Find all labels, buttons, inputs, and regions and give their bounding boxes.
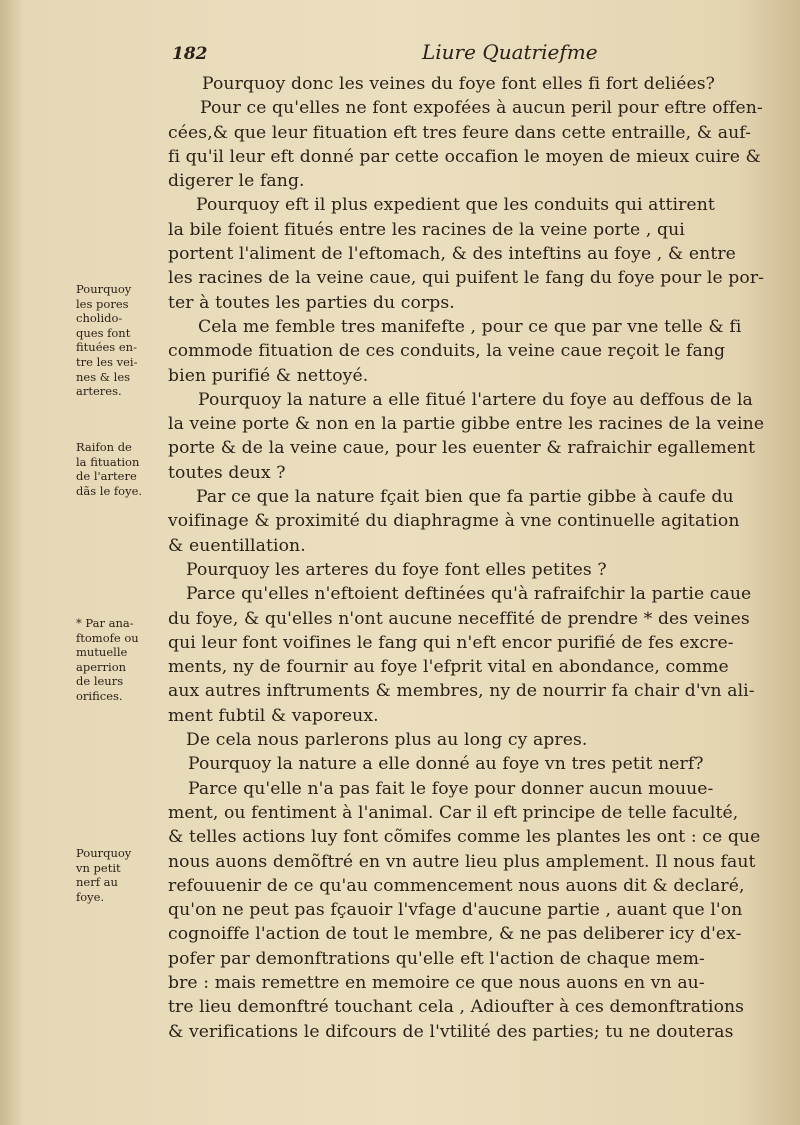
margin-note-artere: [76, 440, 168, 498]
text-line: Parce qu'elles n'eftoient deftinées qu'à rafraifchir la partie caue: [186, 584, 752, 605]
margin-line: la fituation: [76, 454, 140, 469]
text-line: bien purifié & nettoyé.: [168, 365, 369, 386]
text-line: refouuenir de ce qu'au commencement nous auons dit & declaré,: [168, 875, 745, 896]
text-line: portent l'aliment de l'eftomach, & des inteftins au foye , & entre: [168, 244, 736, 265]
margin-line: nerf au: [76, 875, 118, 890]
text-line: Pour ce qu'elles ne font expofées à aucun peril pour eftre offen-: [200, 98, 763, 119]
text-line: De cela nous parlerons plus au long cy apres.: [186, 730, 588, 751]
text-line: ments, ny de fournir au foye l'efprit vital en abondance, comme: [168, 657, 729, 678]
margin-line: nes & les: [76, 369, 131, 384]
text-line: cognoiffe l'action de tout le membre, & ne pas deliberer icy d'ex-: [168, 924, 742, 945]
text-line: & verifications le difcours de l'vtilité des parties; tu ne douteras: [168, 1021, 734, 1042]
text-line: voifinage & proximité du diaphragme à vne continuelle agitation: [168, 511, 740, 532]
text-line: Pourquoy eft il plus expedient que les conduits qui attirent: [196, 195, 715, 216]
text-line: qui leur font voifines le fang qui n'eft encor purifié de fes excre-: [168, 632, 734, 653]
margin-line: tre les vei-: [76, 354, 138, 369]
margin-line: orifices.: [76, 688, 123, 703]
margin-line: de l'artere: [76, 469, 137, 484]
text-line: la veine porte & non en la partie gibbe entre les racines de la veine: [168, 414, 765, 435]
text-line: aux autres inftruments & membres, ny de nourrir fa chair d'vn ali-: [168, 681, 755, 702]
text-line: ter à toutes les parties du corps.: [168, 292, 455, 313]
margin-line: foye.: [76, 889, 105, 904]
text-line: pofer par demonftrations qu'elle eft l'action de chaque mem-: [168, 948, 705, 969]
text-line: Pourquoy la nature a elle fitué l'artere du foye au deffous de la: [198, 389, 753, 410]
text-line: tre lieu demonftré touchant cela , Adioufter à ces demonftrations: [168, 997, 745, 1018]
text-line: nous auons demõftré en vn autre lieu plus amplement. Il nous faut: [168, 851, 756, 872]
text-line: Cela me femble tres manifefte , pour ce que par vne telle & fi: [198, 316, 742, 337]
margin-line: Pourquoy: [76, 282, 132, 296]
text-line: digerer le fang.: [168, 171, 305, 192]
text-line: bre : mais remettre en memoire ce que nous auons en vn au-: [168, 972, 705, 993]
running-title: Liure Quatriefme: [422, 40, 598, 64]
text-line: Pourquoy donc les veines du foye font elles fi fort deliées?: [202, 74, 715, 94]
text-line: du foye, & qu'elles n'ont aucune neceffité de prendre * des veines: [168, 608, 750, 629]
page-header: [170, 40, 770, 70]
text-line: Pourquoy les arteres du foye font elles petites ?: [186, 559, 607, 580]
text-line: fi qu'il leur eft donné par cette occafion le moyen de mieux cuire &: [168, 146, 761, 167]
text-line: cées,& que leur fituation eft tres feure dans cette entraille, & auf-: [168, 122, 752, 143]
margin-line: vn petit: [76, 860, 121, 875]
text-line: commode fituation de ces conduits, la veine caue reçoit le fang: [168, 341, 726, 362]
text-line: qu'on ne peut pas fçauoir l'vfage d'aucune partie , auant que l'on: [168, 900, 743, 921]
text-line: porte & de la veine caue, pour les euenter & rafraichir egallement: [168, 438, 756, 459]
main-text: [168, 72, 790, 1044]
margin-note-anastomose: [76, 616, 168, 704]
margin-line: dãs le foye.: [76, 483, 143, 498]
margin-line: les pores: [76, 296, 129, 311]
text-line: Pourquoy la nature a elle donné au foye vn tres petit nerf?: [188, 754, 704, 775]
text-line: & telles actions luy font cõmifes comme les plantes les ont : ce que: [168, 827, 761, 848]
margin-line: mutuelle: [76, 645, 128, 660]
text-line: les racines de la veine caue, qui puifent le fang du foye pour le por-: [168, 268, 765, 289]
margin-line: Pourquoy: [76, 846, 132, 860]
margin-line: aperrion: [76, 659, 127, 674]
text-line: & euentillation.: [168, 535, 306, 556]
text-line: Parce qu'elle n'a pas fait le foye pour donner aucun mouue-: [188, 778, 714, 799]
margin-line: de leurs: [76, 674, 124, 689]
margin-line: * Par ana-: [76, 616, 134, 630]
margin-line: arteres.: [76, 384, 122, 399]
page-number: 182: [172, 44, 208, 64]
margin-line: Raifon de: [76, 440, 132, 454]
margin-line: fituées en-: [76, 340, 137, 355]
text-line: la bile foient fitués entre les racines de la veine porte , qui: [168, 219, 685, 240]
margin-line: ftomofe ou: [76, 630, 139, 645]
margin-line: ques font: [76, 325, 131, 340]
text-line: toutes deux ?: [168, 462, 286, 483]
margin-line: cholido-: [76, 311, 123, 326]
text-line: ment fubtil & vaporeux.: [168, 705, 379, 726]
margin-note-cholidoques: [76, 282, 168, 399]
margin-note-nerf: [76, 846, 168, 904]
text-line: Par ce que la nature fçait bien que fa partie gibbe à caufe du: [196, 487, 734, 508]
text-line: ment, ou fentiment à l'animal. Car il eft principe de telle faculté,: [168, 802, 739, 823]
